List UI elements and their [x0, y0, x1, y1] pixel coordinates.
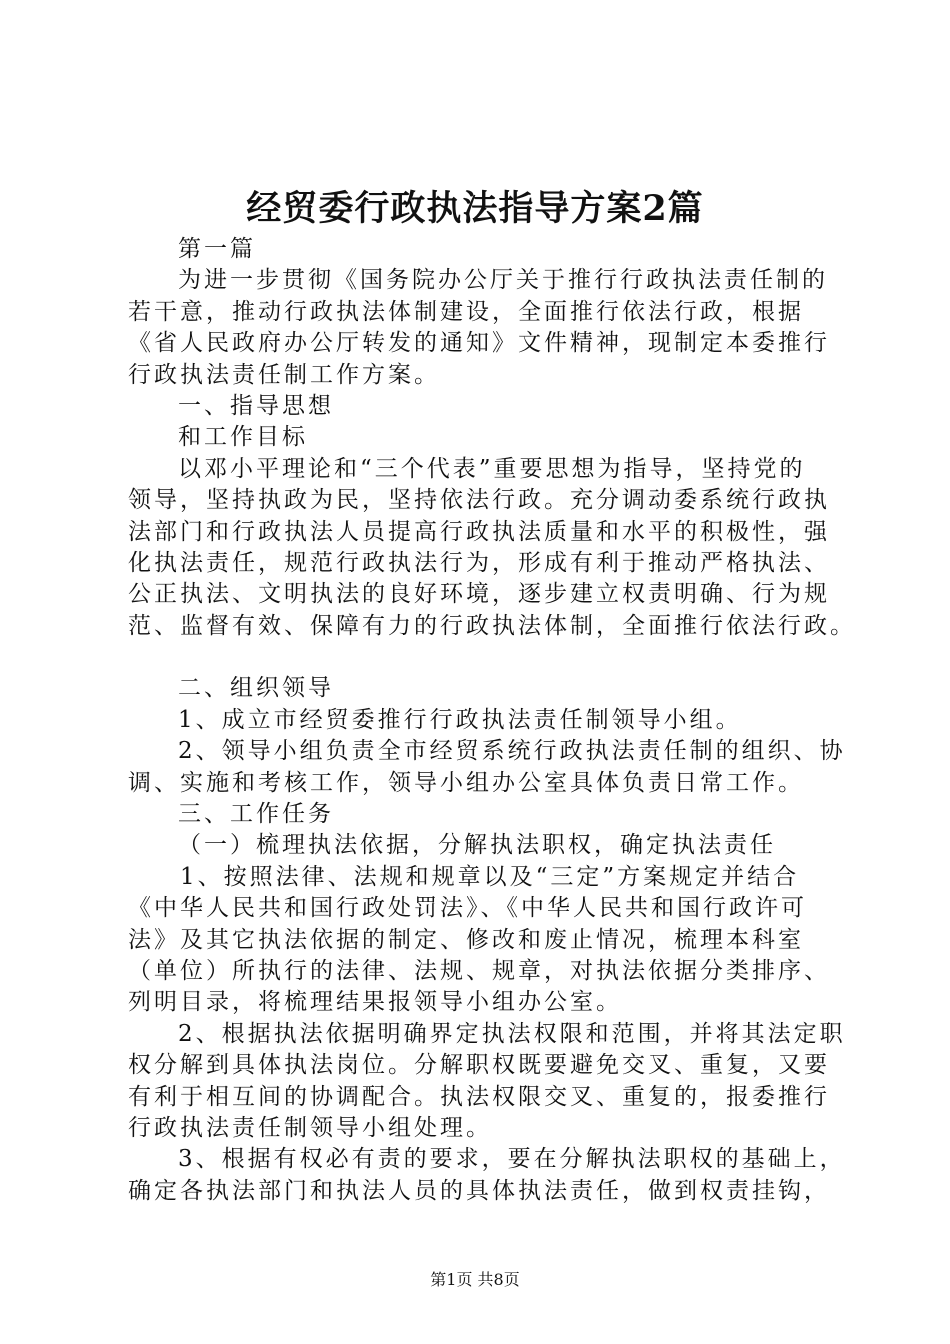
paragraph-line: （单位）所执行的法律、法规、规章，对执法依据分类排序、 [128, 957, 830, 984]
paragraph-line: 行政执法责任制领导小组处理。 [128, 1114, 492, 1141]
paragraph-line: 2、领导小组负责全市经贸系统行政执法责任制的组织、协 [178, 738, 846, 765]
blank-line [128, 642, 834, 673]
paragraph-line: 3、根据有权必有责的要求，要在分解执法职权的基础上， [178, 1146, 846, 1173]
paragraph-line: 确定各执法部门和执法人员的具体执法责任，做到权责挂钩， [128, 1177, 830, 1204]
paragraph-line: 公正执法、文明执法的良好环境，逐步建立权责明确、行为规 [128, 581, 830, 608]
paragraph-line: 1、成立市经贸委推行行政执法责任制领导小组。 [178, 706, 742, 733]
paragraph-line: 有利于相互间的协调配合。执法权限交叉、重复的，报委推行 [128, 1083, 830, 1110]
paragraph-line: 为进一步贯彻《国务院办公厅关于推行行政执法责任制的 [178, 267, 828, 294]
paragraph-line: 以邓小平理论和“三个代表”重要思想为指导，坚持党的 [178, 455, 806, 482]
subsection-heading: （一）梳理执法依据，分解执法职权，确定执法责任 [178, 832, 776, 859]
paragraph-line: 化执法责任，规范行政执法行为，形成有利于推动严格执法、 [128, 549, 830, 576]
section-heading: 和工作目标 [178, 424, 308, 451]
paragraph-line: 列明目录，将梳理结果报领导小组办公室。 [128, 989, 622, 1016]
section-heading: 二、组织领导 [178, 675, 334, 702]
paragraph-line: 范、监督有效、保障有力的行政执法体制，全面推行依法行政。 [128, 612, 856, 639]
section-heading: 一、指导思想 [178, 392, 334, 419]
section-heading: 第一篇 [178, 236, 256, 262]
paragraph-line: 1、按照法律、法规和规章以及“三定”方案规定并结合 [180, 863, 800, 890]
document-body [128, 234, 856, 1207]
paragraph-line: 《中华人民共和国行政处罚法》、《中华人民共和国行政许可 [128, 895, 807, 922]
section-heading: 三、工作任务 [178, 801, 334, 828]
paragraph-line: 法》及其它执法依据的制定、修改和废止情况，梳理本科室 [128, 926, 804, 953]
paragraph-line: 调、实施和考核工作，领导小组办公室具体负责日常工作。 [128, 769, 804, 796]
paragraph-line: 若干意，推动行政执法体制建设，全面推行依法行政，根据 [128, 298, 804, 325]
paragraph-line: 行政执法责任制工作方案。 [128, 361, 440, 388]
document-title: 经贸委行政执法指导方案2篇 [246, 188, 704, 229]
paragraph-line: 2、根据执法依据明确界定执法权限和范围，并将其法定职 [178, 1020, 846, 1047]
paragraph-line: 领导，坚持执政为民，坚持依法行政。充分调动委系统行政执 [128, 487, 830, 514]
paragraph-line: 《省人民政府办公厅转发的通知》文件精神，现制定本委推行 [128, 330, 830, 357]
paragraph-line: 权分解到具体执法岗位。分解职权既要避免交叉、重复，又要 [128, 1052, 830, 1079]
page-footer: 第1页 共8页 [430, 1270, 520, 1289]
paragraph-line: 法部门和行政执法人员提高行政执法质量和水平的积极性，强 [128, 518, 830, 545]
